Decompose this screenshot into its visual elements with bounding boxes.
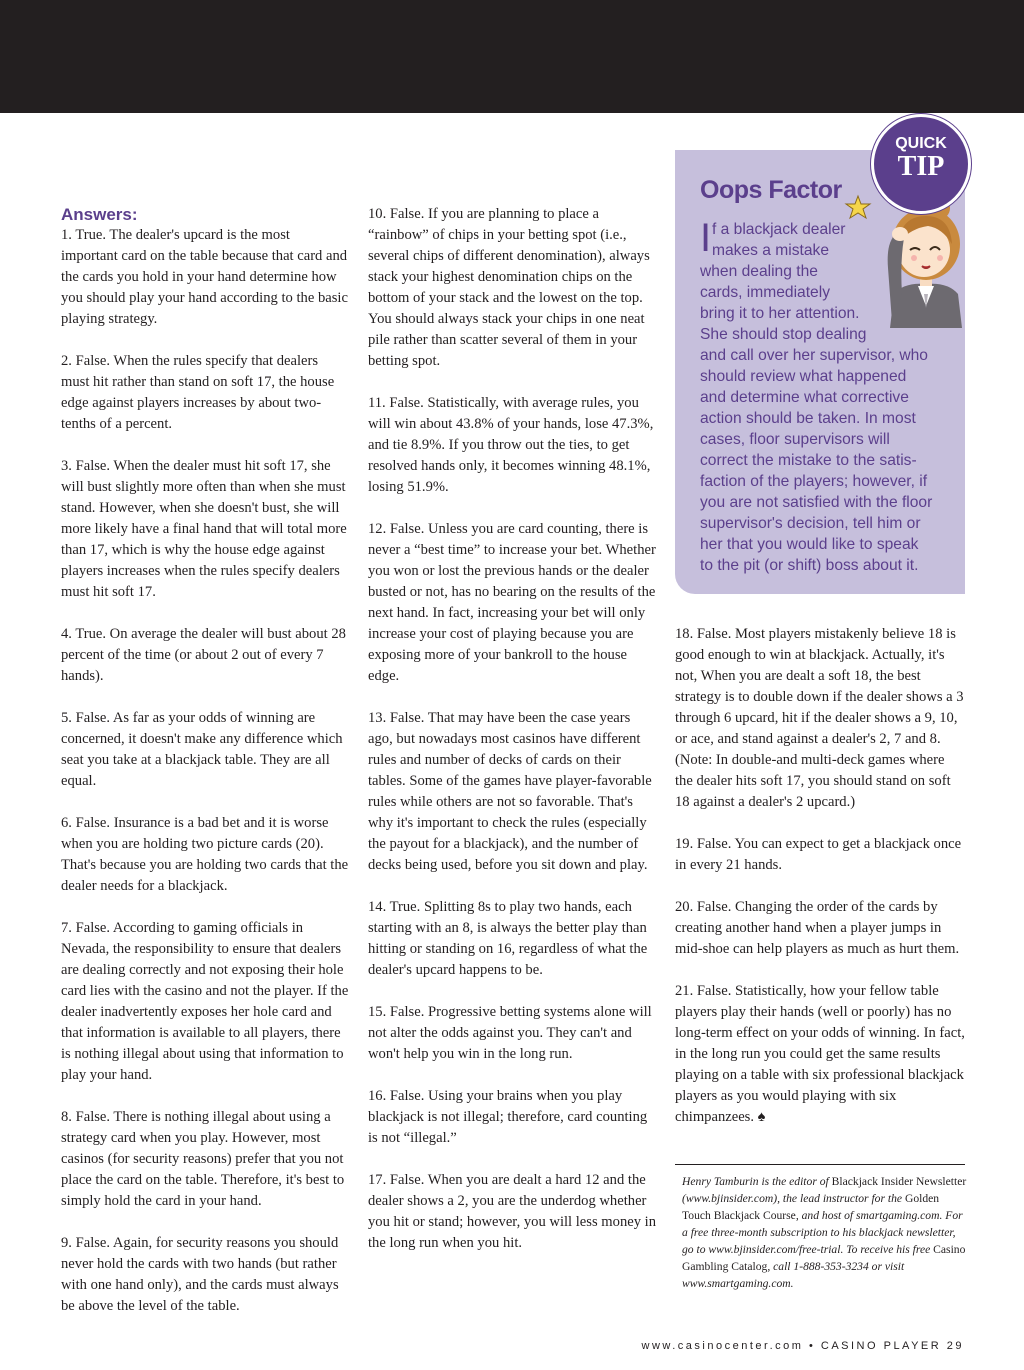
answer-11: 11. False. Statistically, with average rules, you will win about 43.8% of your hands, lose 47.3%, and tie 8.9%. If you throw out the ties, to get resolved hands only, it becomes winning 48.1%, losing 51.9%. (368, 395, 654, 495)
badge-tip: TIP (897, 151, 945, 182)
bio-text: Henry Tamburin is the editor of (682, 1175, 832, 1188)
tip-line: when dealing the (700, 263, 818, 280)
answer-17: 17. False. When you are dealt a hard 12 and the dealer shows a 2, you are the underdog whether you hit or stand; however, you will less money in the long run when you hit. (368, 1172, 657, 1251)
answer-7: 7. False. According to gaming officials in Nevada, the responsibility to ensure that dealers are dealing correctly and not exposing their hole card lies with the casino and not the player. If the dealer inadvertently exposes her hole card and that information is available to all players, there is nothing illegal about using that information to play your hand. (61, 920, 349, 1083)
answer-12: 12. False. Unless you are card counting, there is never a “best time” to increase your bet. Whether you won or lost the previous hands or the dealer busted or not, has no bearing on the results of the next hand. In fact, increasing your bet will only increase your cost of playing because you are exposing more of your bankroll to the house edge. (368, 521, 656, 684)
author-bio (682, 1173, 967, 1292)
tip-line: She should stop dealing (700, 326, 867, 343)
tip-line: f a blackjack dealer (712, 221, 846, 238)
page-footer: www.casinocenter.com • CASINO PLAYER 29 (641, 1340, 964, 1352)
answer-1: 1. True. The dealer's upcard is the most important card on the table because that card and the cards you hold in your hand determine how you should play your hand according to the basic playing strategy. (61, 227, 348, 327)
answer-4: 4. True. On average the dealer will bust about 28 percent of the time (or about 2 out of every 7 hands). (61, 626, 346, 684)
tip-line: supervisor's decision, tell him or (700, 515, 921, 532)
answer-19: 19. False. You can expect to get a blackjack once in every 21 hands. (675, 836, 962, 873)
tip-line: makes a mistake (712, 242, 829, 259)
tip-line: cases, floor supervisors will (700, 431, 890, 448)
answer-16: 16. False. Using your brains when you play blackjack is not illegal; therefore, card counting is not “illegal.” (368, 1088, 648, 1146)
tip-line: to the pit (or shift) boss about it. (700, 557, 919, 574)
answers-column-3 (675, 624, 965, 1149)
quick-tip-badge (871, 114, 971, 214)
answer-15: 15. False. Progressive betting systems alone will not alter the odds against you. They can't and won't help you win in the long run. (368, 1004, 652, 1062)
tip-line: and call over her supervisor, who (700, 347, 928, 364)
bio-title: Casino Gambling Catalog (682, 1243, 966, 1273)
answer-14: 14. True. Splitting 8s to play two hands, each starting with an 8, is always the better play than hitting or standing on 16, regardless of what the dealer's upcard happens to be. (368, 899, 648, 978)
answers-column-1 (61, 204, 349, 1338)
bio-text: , call 1-888-353-3234 or visit www.smartgaming.com. (682, 1260, 905, 1290)
bio-title: Blackjack Insider Newsletter (831, 1175, 967, 1188)
tip-line: and determine what corrective (700, 389, 909, 406)
answers-heading: Answers: (61, 205, 138, 224)
tip-line: cards, immediately (700, 284, 830, 301)
answer-9: 9. False. Again, for security reasons you should never hold the cards with two hands (but rather with one hand only), and the cards must always be above the level of the table. (61, 1235, 339, 1314)
answer-6: 6. False. Insurance is a bad bet and it is worse when you are holding two picture cards (20). That's because you are holding two cards that the dealer needs for a blackjack. (61, 815, 349, 894)
answer-8: 8. False. There is nothing illegal about using a strategy card when you play. However, most casinos (for security reasons) prefer that you not place the card on the table. Therefore, it's best to simply hold the card in your hand. (61, 1109, 345, 1209)
quick-tip-title: Oops Factor (700, 176, 842, 204)
drop-cap: I (700, 216, 712, 260)
tip-line: correct the mistake to the satis- (700, 452, 917, 469)
answer-21-text: 21. False. Statistically, how your fellow table players play their hands (well or poorly) has no long-term effect on your odds of winning. In fact, in the long run you could get the same results playing on a table with six professional blackjack players as you would playing with six chimpanzees. (675, 983, 965, 1125)
bio-divider (675, 1164, 965, 1165)
answer-13: 13. False. That may have been the case years ago, but nowadays most casinos have different rules and number of decks of cards on their tables. Some of the games have player-favorable rules while others are not so favorable. That's why it's important to check the rules (especially the payout for a blackjack), and the number of decks being used, before you sit down and play. (368, 710, 652, 873)
bio-text: (www.bjinsider.com), the lead instructor for the (682, 1192, 905, 1205)
answer-10: 10. False. If you are planning to place a “rainbow” of chips in your betting spot (i.e., several chips of different denomination), always stack your highest denomination chips on the bottom of your stack and the lowest on the top. You should always stack your chips in one neat pile rather than scatter several of them in your betting spot. (368, 206, 650, 369)
badge-quick: QUICK (895, 135, 947, 152)
answer-2: 2. False. When the rules specify that dealers must hit rather than stand on soft 17, the house edge against players increases by about two-tenths of a percent. (61, 353, 335, 432)
tip-line: her that you would like to speak (700, 536, 919, 553)
tip-line: bring it to her attention. (700, 305, 860, 322)
tip-line: you are not satisfied with the floor (700, 494, 933, 511)
tip-line: action should be taken. In most (700, 410, 916, 427)
answer-18: 18. False. Most players mistakenly believe 18 is good enough to win at blackjack. Actually, it's not, When you are dealt a soft 18, the best strategy is to double down if the dealer shows a 3 through 6 upcard, hit if the dealer shows a 9, 10, or ace, and stand against a dealer's 2, 7 and 8. (Note: In double-and multi-deck games where the dealer hits soft 17, you should stand on soft 18 against a dealer's 2 upcard.) (675, 626, 964, 810)
bio-title: Golden Touch Blackjack Course (682, 1192, 940, 1222)
answer-3: 3. False. When the dealer must hit soft 17, she will bust slightly more often than when she must stand. However, when she doesn't bust, she will more likely have a final hand that will total more than 17, which is why the house edge against players increases when the rules specify dealers must hit soft 17. (61, 458, 347, 600)
answer-21 (675, 981, 965, 1128)
tip-line: faction of the players; however, if (700, 473, 928, 490)
answer-20: 20. False. Changing the order of the cards by creating another hand when a player jumps in mid-shoe can help players as much as hurt them. (675, 899, 960, 957)
tip-line: should review what happened (700, 368, 907, 385)
spade-icon: ♠ (757, 1109, 766, 1125)
answer-5: 5. False. As far as your odds of winning are concerned, it doesn't make any difference which seat you take at a blackjack table. They are all equal. (61, 710, 343, 789)
bio-text: , and host of smartgaming.com. For a free three-month subscription to his blackjack newsletter, go to www.bjinsider.com/free-trial. To receive his free (682, 1209, 963, 1256)
top-black-bar (0, 0, 1024, 113)
answers-column-2 (368, 204, 656, 1275)
